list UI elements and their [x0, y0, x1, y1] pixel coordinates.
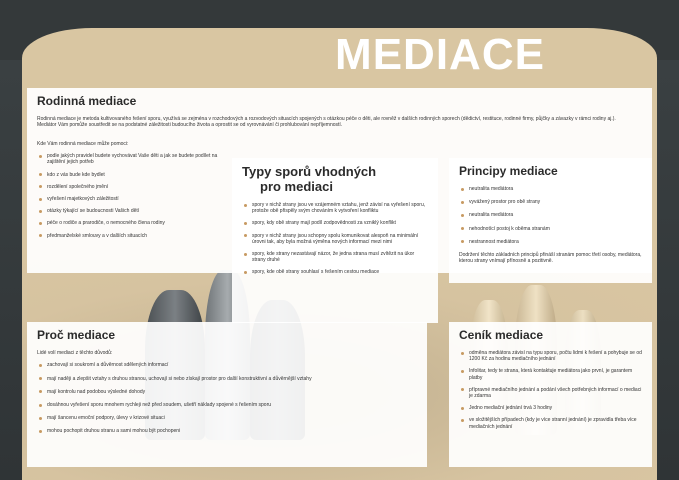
section-heading	[242, 164, 428, 194]
section-intro: Rodinná mediace je metoda kultivovaného řešení sporu, využívá se zejména v rozchodových a rozvodových situacích spojených s otázkou péče o děti, ale rovněž v dalších rodinných sporech (dědictví, restituce, rodinné firmy, půjčky a závazky v rámci rodiny aj.). Mediátor Vám pomůže soustředit se na podstatné záležitosti budoucího života a oprostit se od vyrovnávání či prohlubování nepříjemností.	[37, 116, 616, 129]
section-proc-mediace	[27, 322, 427, 467]
section-heading: Principy mediace	[459, 164, 558, 178]
heading-line: Typy sporů vhodných	[242, 164, 377, 179]
proc-list	[37, 362, 417, 434]
principy-list	[459, 186, 642, 245]
section-typy-sporu	[232, 158, 438, 323]
list-item: rozdělení společného jmění	[37, 184, 227, 190]
list-item: odměna mediátora závisí na typu sporu, počtu lidmi k řešení a pohybuje se od 1200 Kč za hodinu mediačního jednání	[459, 350, 642, 362]
heading-line: pro mediaci	[260, 179, 333, 194]
list-item: spory, kdy obě strany mají podíl zodpovědnosti za vzniklý konflikt	[242, 220, 428, 226]
list-item: mají naději a zlepšit vztahy s druhou stranou, uchovají si nebo získají prostor pro další konstruktivní a důvěrnější vztahy	[37, 376, 417, 382]
list-item: Infolitar, tedy te strana, která kontaktuje mediátora jako první, je garantem platby	[459, 368, 642, 380]
list-item: podle jakých pravidel budete vychovávat Vaše děti a jak se budete podílet na zajištění jejich potřeb	[37, 153, 227, 165]
list-item: nestrannost mediátora	[459, 239, 642, 245]
list-item: péče o rodiče a prarodiče, o nemocného člena rodiny	[37, 220, 227, 226]
list-item: neutralita mediátora	[459, 212, 642, 218]
section-lead: Kde Vám rodinná mediace může pomoci:	[37, 140, 129, 147]
list-item: kdo z vás bude kde bydlet	[37, 172, 227, 178]
section-note: Dodržení těchto základních principů přináší stranám pomoc třetí osoby, mediátora, kterou strany vnímají přínosně a pozitivně.	[459, 252, 642, 265]
list-item: mají šancenu emoční podpory, úlevy v krizové situaci	[37, 415, 417, 421]
list-item: spory v nichž strany jsou ve vzájemném vztahu, jenž závisí na vyřešení sporu, protože obě přispěly svým chováním k vytvoření konfliktu	[242, 202, 428, 214]
list-item: spory, kde strany nezastávají názor, že jedna strana musí zvítězit na úkor strany druhé	[242, 251, 428, 263]
list-item: otázky týkající se budoucnosti Vašich dětí	[37, 208, 227, 214]
list-item: přípravné mediačního jednání a podání všech potřebných informací o mediaci je zdarma	[459, 387, 642, 399]
section-heading: Proč mediace	[37, 328, 116, 342]
cenik-list	[459, 350, 642, 430]
list-item: Jedno mediační jednání trvá 3 hodiny	[459, 405, 642, 411]
list-item: mají kontrolu nad podobou výsledné dohody	[37, 389, 417, 395]
list-item: spory v nichž strany jsou schopny spolu komunikovat alespoň na minimální úrovni tak, aby byla možná výměna nových informací mezi nimi	[242, 233, 428, 245]
section-heading: Rodinná mediace	[37, 94, 137, 108]
list-item: mohou pochopit druhou stranu a sami mohou být pochopeni	[37, 428, 417, 434]
section-heading: Ceník mediace	[459, 328, 544, 342]
list-item: předmanželské smlouvy a v dalších situacích	[37, 233, 227, 239]
list-item: vyvážený prostor pro obě strany	[459, 199, 642, 205]
list-item: nehodnotící postoj k oběma stranám	[459, 226, 642, 232]
list-item: neutralita mediátora	[459, 186, 642, 192]
rodinna-list	[37, 153, 227, 239]
list-item: spory, kde obě strany souhlasí s řešením cestou mediace	[242, 269, 428, 275]
page-title: MEDIACE	[335, 30, 545, 79]
list-item: vyřešení majetkových záležitostí	[37, 196, 227, 202]
typy-list	[242, 202, 428, 276]
list-item: ve složitějších případech (kdy je více stranní jednání) je zpravidla třeba více mediačních jednání	[459, 417, 642, 429]
section-cenik-mediace	[449, 322, 652, 467]
section-principy-mediace	[449, 158, 652, 283]
section-lead: Lidé volí mediaci z těchto důvodů:	[37, 350, 113, 356]
list-item: zachovají si soukromí a důvěrnost sdělených informací	[37, 362, 417, 368]
list-item: dosáhnou vyřešení sporu mnohem rychleji než před soudem, ušetří náklady spojené s řešením sporu	[37, 402, 417, 408]
